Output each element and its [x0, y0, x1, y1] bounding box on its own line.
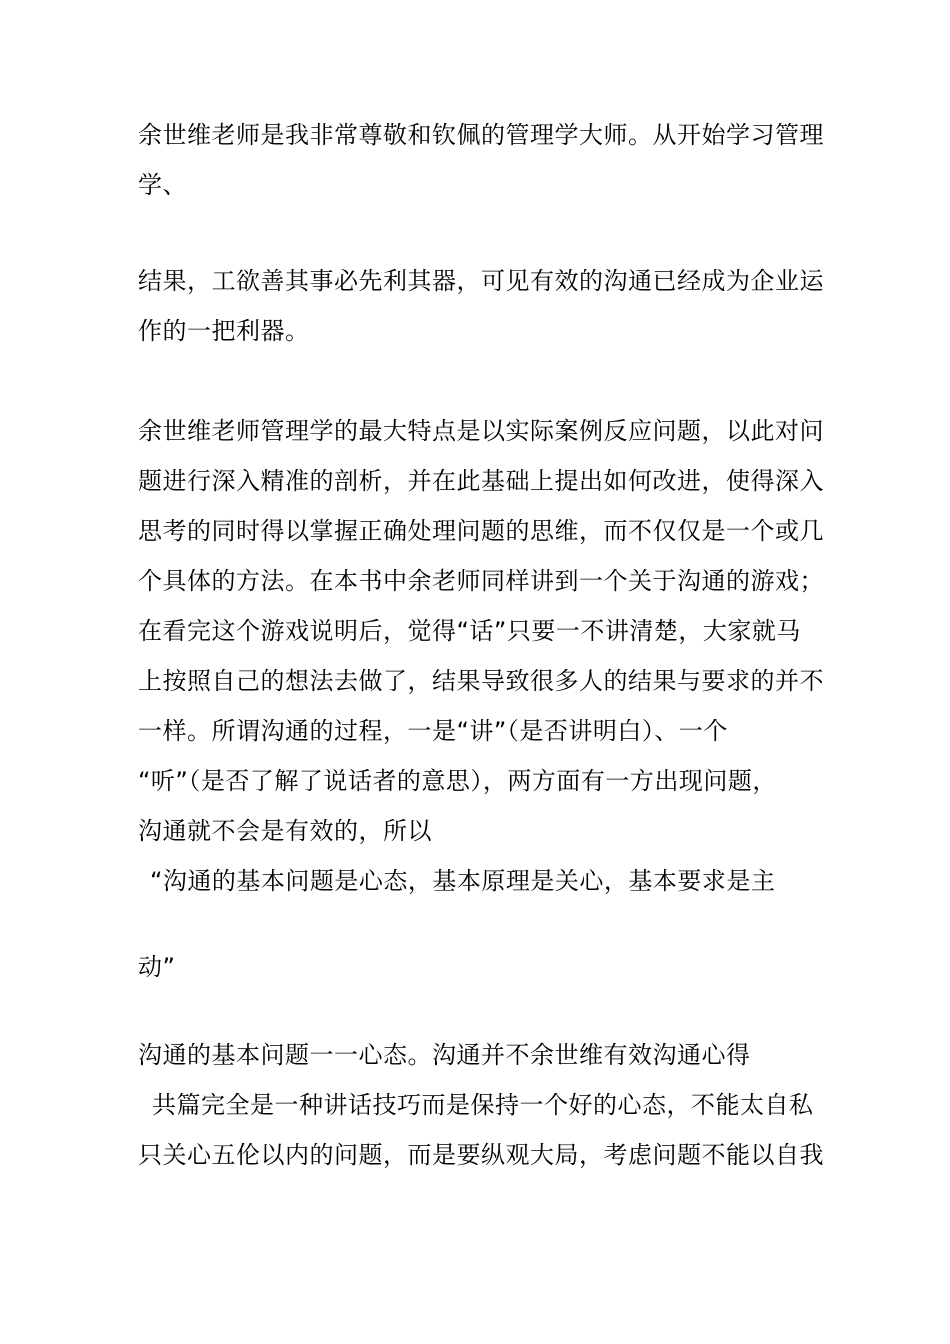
text-line: 上按照自己的想法去做了，结果导致很多人的结果与要求的并不	[138, 667, 824, 695]
text-line: 沟通的基本问题一一心态。沟通并不余世维有效沟通心得	[138, 1041, 751, 1069]
text-line: 余世维老师管理学的最大特点是以实际案例反应问题，以此对问	[138, 417, 824, 445]
text-line: 思考的同时得以掌握正确处理问题的思维，而不仅仅是一个或几	[138, 517, 824, 545]
text-line: 题进行深入精准的剖析，并在此基础上提出如何改进，使得深入	[138, 467, 824, 495]
text-line: 沟通就不会是有效的，所以	[138, 817, 432, 845]
text-line: “听”（是否了解了说话者的意思），两方面有一方出现问题，	[138, 767, 777, 795]
text-line: 动”	[138, 953, 176, 981]
text-line: 余世维老师是我非常尊敬和钦佩的管理学大师。从开始学习管理	[138, 121, 824, 149]
text-line: 共篇完全是一种讲话技巧而是保持一个好的心态，不能太自私	[152, 1091, 814, 1119]
text-line: 一样。所谓沟通的过程，一是“讲”（是否讲明白）、一个	[138, 717, 728, 745]
text-line: 在看完这个游戏说明后，觉得“话”只要一不讲清楚，大家就马	[138, 617, 801, 645]
text-line: 个具体的方法。在本书中余老师同样讲到一个关于沟通的游戏；	[138, 567, 824, 595]
text-line: “沟通的基本问题是心态，基本原理是关心，基本要求是主	[150, 867, 776, 895]
text-line: 学、	[138, 171, 187, 199]
text-line: 作的一把利器。	[138, 317, 310, 345]
text-line: 结果，工欲善其事必先利其器，可见有效的沟通已经成为企业运	[138, 267, 824, 295]
text-line: 只关心五伦以内的问题，而是要纵观大局，考虑问题不能以自我	[138, 1141, 824, 1169]
